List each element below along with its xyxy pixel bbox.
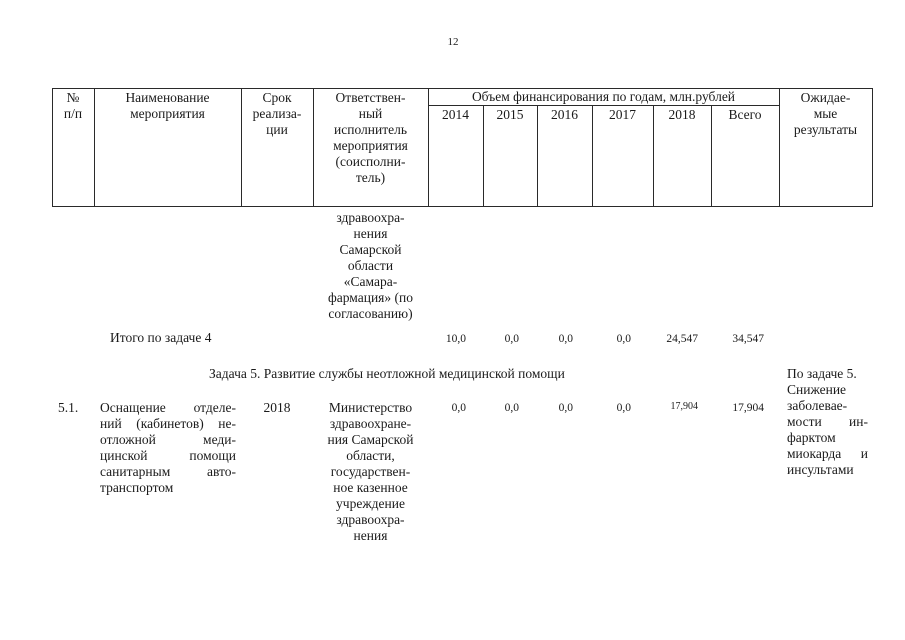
task5-title: Задача 5. Развитие службы неотложной медицинской помощи (209, 366, 565, 381)
funding-subheader-border (428, 105, 779, 106)
col-border (872, 88, 873, 207)
header-executor: Ответствен- ный исполнитель мероприятия (соисполни- тель) (333, 90, 408, 185)
header-total: Всего (728, 107, 762, 122)
header-bottom-border (52, 206, 873, 207)
header-year-2014: 2014 (442, 107, 469, 122)
total-2017: 0,0 (616, 333, 631, 345)
header-results: Ожидае- мые результаты (793, 90, 858, 137)
header-year-2018: 2018 (668, 107, 696, 122)
row-5-1-2015: 0,0 (504, 402, 519, 414)
header-funding-title: Объем финансирования по годам, млн.рублей (471, 89, 736, 104)
total-all: 34,547 (732, 333, 764, 345)
header-year-2016: 2016 (551, 107, 578, 122)
header-year-2017: 2017 (609, 107, 636, 122)
total-2016: 0,0 (558, 333, 573, 345)
row-5-1-total: 17,904 (732, 402, 764, 414)
continuation-executor: здравоохра- нения Самарской области «Самара- фармация» (по согласованию) (328, 210, 413, 321)
row-5-1-2018: 17,904 (670, 401, 698, 412)
header-num: № п/п (63, 90, 83, 121)
total-2015: 0,0 (504, 333, 519, 345)
total-2014: 10,0 (445, 333, 466, 345)
row-5-1-2016: 0,0 (558, 402, 573, 414)
row-5-1-2014: 0,0 (451, 402, 466, 414)
row-5-1-name: Оснащение отделе- ний (кабинетов) не- отложной меди- цинской помощи санитарным авто- транспортом (100, 400, 236, 495)
row-5-1-num: 5.1. (58, 400, 79, 415)
header-name: Наименование мероприятия (125, 90, 210, 121)
col-border (428, 88, 429, 207)
total-task4-label: Итого по задаче 4 (110, 330, 212, 345)
page-number: 12 (447, 36, 459, 48)
row-5-1-term: 2018 (263, 400, 291, 415)
total-2018: 24,547 (666, 333, 698, 345)
task5-results: По задаче 5. Снижение (787, 366, 857, 397)
row-5-1-2017: 0,0 (616, 402, 631, 414)
header-year-2015: 2015 (496, 107, 524, 122)
header-term: Срок реализа- ции (252, 90, 302, 137)
row-5-1-executor: Министерство здравоохране- ния Самарской области, государствен- ное казенное учреждение здравоохра- нения (327, 400, 414, 543)
task5-results-cont: заболевае- мости ин- фарктом миокарда и инсультами (787, 398, 868, 477)
